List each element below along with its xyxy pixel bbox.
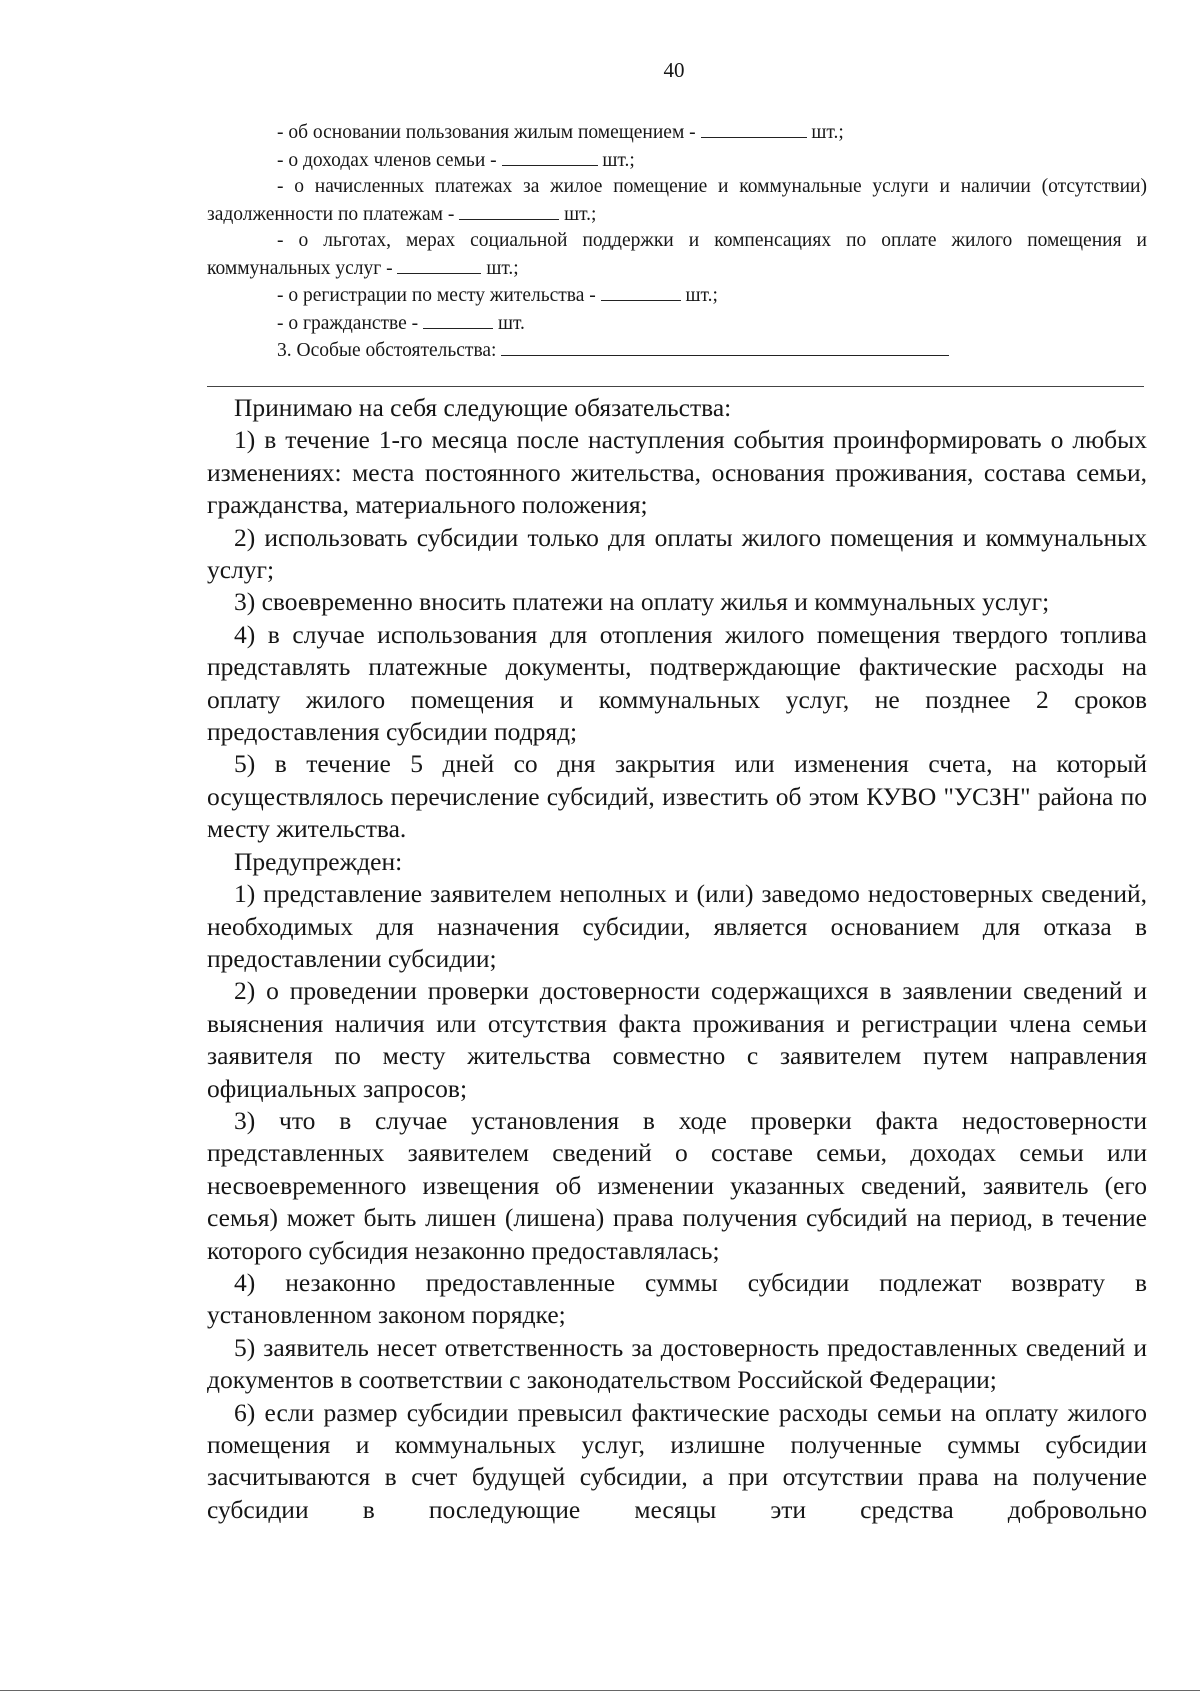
warnings-heading: Предупрежден: bbox=[234, 846, 403, 876]
unit-label: шт.; bbox=[481, 257, 519, 279]
list-item-text: - о регистрации по месту жительства - bbox=[277, 285, 601, 306]
list-item-text: - о начисленных платежах за жилое помещение и коммунальные услуги и наличии (отсутствии) задолженности по платежам - bbox=[207, 176, 1147, 225]
warning-item: 1) представление заявителем неполных и (или) заведомо недостоверных сведений, необходимых для назначения субсидии, является основанием для отказа в предоставлении субсидии; bbox=[207, 879, 1147, 973]
unit-label: шт.; bbox=[680, 285, 718, 306]
list-item-text: - о гражданстве - bbox=[277, 312, 424, 334]
list-item bbox=[207, 174, 1147, 228]
unit-label: шт.; bbox=[559, 203, 597, 225]
list-item bbox=[207, 119, 1147, 147]
list-item bbox=[207, 228, 1147, 282]
unit-label: шт.; bbox=[597, 149, 635, 171]
warning-item: 2) о проведении проверки достоверности содержащихся в заявлении сведений и выяснения наличия или отсутствия факта проживания и регистрации члена семьи заявителя по месту жительства совместно с заявителем путем направления официальных запросов; bbox=[207, 976, 1147, 1103]
obligation-item: 4) в случае использования для отопления жилого помещения твердого топлива представлять платежные документы, подтверждающие фактические расходы на оплату жилого помещения и коммунальных услуг, не позднее 2 сроков предоставления субсидии подряд; bbox=[207, 619, 1147, 747]
unit-label: шт.; bbox=[806, 122, 844, 143]
page-number: 40 bbox=[663, 58, 685, 82]
main-text bbox=[207, 392, 1147, 1526]
blank-field bbox=[701, 119, 807, 138]
obligation-item: 1) в течение 1-го месяца после наступления события проинформировать о любых изменениях: места постоянного жительства, основания проживания, состава семьи, гражданства, материального положения; bbox=[207, 425, 1147, 520]
obligation-item: 3) своевременно вносить платежи на оплату жилья и коммунальных услуг; bbox=[234, 587, 1050, 617]
blank-field bbox=[397, 255, 481, 274]
blank-field bbox=[601, 282, 681, 301]
obligations-heading: Принимаю на себя следующие обязательства: bbox=[234, 393, 732, 422]
blank-field bbox=[423, 310, 493, 329]
list-item bbox=[207, 147, 1147, 175]
warning-item: 4) незаконно предоставленные суммы субсидии подлежат возврату в установленном законом порядке; bbox=[207, 1267, 1147, 1330]
obligation-item: 5) в течение 5 дней со дня закрытия или изменения счета, на который осуществлялось перечисление субсидий, известить об этом КУВО "УСЗН" района по месту жительства. bbox=[207, 749, 1147, 844]
list-item bbox=[207, 282, 1147, 310]
special-circumstances-label: 3. Особые обстоятельства: bbox=[277, 340, 502, 361]
bottom-rule bbox=[0, 1690, 1200, 1691]
blank-field bbox=[501, 337, 949, 356]
warning-item: 3) что в случае установления в ходе проверки факта недостоверности представленных заявителем сведений о составе семьи, доходах семьи или несвоевременного извещения об изменении указанных сведений, заявитель (его семья) может быть лишен (лишена) права получения субсидий на период, в течение которого субсидия незаконно предоставлялась; bbox=[207, 1105, 1147, 1265]
obligation-item: 2) использовать субсидии только для оплаты жилого помещения и коммунальных услуг; bbox=[207, 522, 1147, 585]
list-item-text: - о доходах членов семьи - bbox=[277, 149, 502, 171]
warning-item: 6) если размер субсидии превысил фактические расходы семьи на оплату жилого помещения и коммунальных услуг, излишне полученные суммы субсидии засчитываются в счет будущей субсидии, а при отсутствии права на получение субсидии в последующие месяцы эти средства добровольно bbox=[207, 1397, 1147, 1524]
documents-count-list bbox=[207, 119, 1147, 365]
blank-field bbox=[502, 147, 598, 166]
warning-item: 5) заявитель несет ответственность за достоверность предоставленных сведений и документов в соответствии с законодательством Российской Федерации; bbox=[207, 1332, 1147, 1395]
list-item-text: - о льготах, мерах социальной поддержки и компенсациях по оплате жилого помещения и коммунальных услуг - bbox=[207, 230, 1147, 279]
unit-label: шт. bbox=[493, 312, 525, 334]
special-circumstances bbox=[207, 337, 1147, 365]
divider-line bbox=[207, 386, 1144, 387]
list-item-text: - об основании пользования жилым помещением - bbox=[277, 122, 701, 143]
list-item bbox=[207, 310, 1147, 338]
blank-field bbox=[459, 201, 559, 220]
